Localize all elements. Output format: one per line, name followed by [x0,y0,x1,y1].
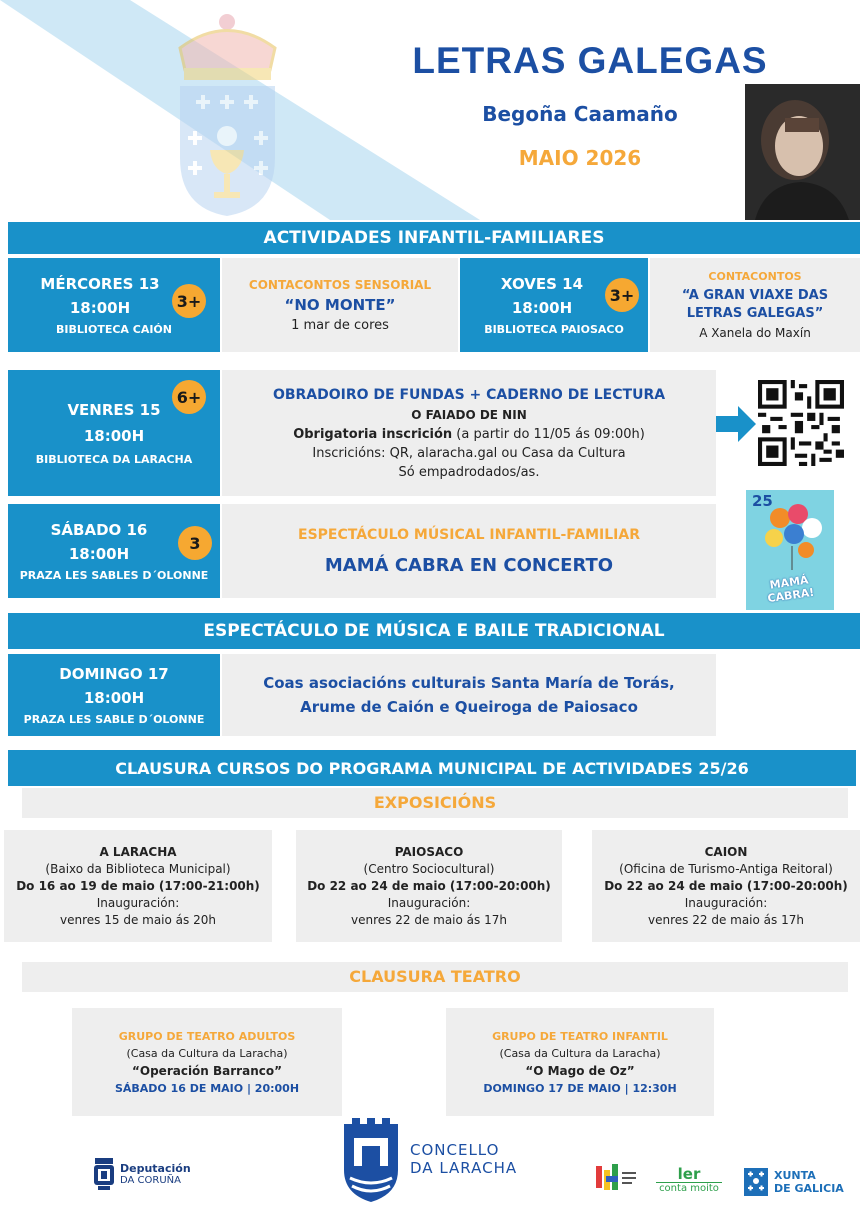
event-day: VENRES 15 [67,400,161,419]
theatre-venue: (Casa da Cultura da Laracha) [499,1046,661,1060]
section-title-music: ESPECTÁCULO DE MÚSICA E BAILE TRADICIONAL [8,613,860,649]
event-detail: Coas asociacións culturais Santa María de Torás, [263,674,675,692]
event-detail: 1 mar de cores [291,317,389,333]
exhibition-card [592,830,860,942]
theatre-play: “Operación Barranco” [132,1063,282,1078]
event-kind: CONTACONTOS SENSORIAL [248,277,432,292]
theatre-title: CLAUSURA TEATRO [22,962,848,992]
event-title: “A GRAN VIAXE DAS LETRAS GALEGAS” [681,287,829,321]
event-day: MÉRCORES 13 [40,274,160,293]
event-date-box [8,258,220,352]
event-time: 18:00H [83,688,145,707]
xunta-emblem-icon [744,1168,768,1196]
event-place: BIBLIOTECA CAIÓN [56,322,172,336]
deputacion-emblem-icon [92,1156,116,1192]
event-day: XOVES 14 [500,274,584,293]
event-place: BIBLIOTECA PAIOSACO [484,322,624,336]
event-info [222,370,716,496]
event-date-box [460,258,648,352]
ler-conta-moito-logo[interactable] [656,1166,722,1198]
event-detail: Inscricións: QR, alaracha.gal ou Casa da Cultura [312,445,626,461]
ler-wordmark: ler [677,1165,701,1183]
exhibition-place: PAIOSACO [394,845,464,859]
poster-title: MAMÁ CABRA! [766,573,816,606]
exhibition-venue: (Baixo da Biblioteca Municipal) [45,862,231,876]
poster-number: 25 [752,492,773,510]
exhibition-venue: (Oficina de Turismo-Antiga Reitoral) [619,862,833,876]
event-time: 18:00H [69,298,131,317]
qr-code[interactable] [758,380,844,466]
exhibition-place: CAION [704,845,748,859]
age-badge: 6+ [172,380,206,414]
inauguration-date: venres 22 de maio ás 17h [648,913,804,927]
event-date-box [8,504,220,598]
inauguration-label: Inauguración: [387,896,471,910]
xunta-subtitle: DE GALICIA [774,1182,844,1195]
exhibitions-title: EXPOSICIÓNS [22,788,848,818]
exhibition-dates: Do 16 ao 19 de maio (17:00-21:00h) [16,879,260,893]
requirement-label: Obrigatoria inscrición [293,426,453,442]
event-time: 18:00H [511,298,573,317]
age-badge: 3+ [605,278,639,312]
event-place: PRAZA LES SABLE D´OLONNE [23,712,205,726]
exhibition-dates: Do 22 ao 24 de maio (17:00-20:00h) [604,879,848,893]
inauguration-date: venres 22 de maio ás 17h [351,913,507,927]
requirement-date: (a partir do 11/05 ás 09:00h) [452,426,645,442]
event-date-box [8,370,220,496]
inauguration-label: Inauguración: [96,896,180,910]
exhibition-dates: Do 22 ao 24 de maio (17:00-20:00h) [307,879,551,893]
event-info [650,258,860,352]
ler-tagline: conta moito [656,1182,722,1194]
event-info [222,654,716,736]
deputacion-name: Deputación [120,1162,191,1175]
event-title: OBRADOIRO DE FUNDAS + CADERNO DE LECTURA [272,386,666,403]
theatre-datetime: DOMINGO 17 DE MAIO | 12:30H [483,1081,677,1095]
event-title: “NO MONTE” [284,295,396,314]
xunta-name: XUNTA [774,1169,816,1182]
honoree-name: Begoña Caamaño [482,102,678,126]
event-info [222,504,716,598]
event-organizer: O FAIADO DE NIN [411,407,527,422]
concello-logo[interactable] [340,1114,530,1204]
event-kind: CONTACONTOS [708,269,802,283]
event-time: 18:00H [68,544,130,563]
event-date-box [8,654,220,736]
libraries-network-logo-icon[interactable] [594,1162,638,1194]
xunta-logo[interactable] [744,1166,854,1198]
deputacion-logo[interactable] [92,1152,202,1196]
exhibition-venue: (Centro Sociocultural) [363,862,495,876]
event-place: BIBLIOTECA DA LARACHA [35,452,193,466]
page-title: LETRAS GALEGAS [412,40,768,81]
inauguration-label: Inauguración: [684,896,768,910]
theatre-card [446,1008,714,1116]
event-info [222,258,458,352]
balloons-icon [754,500,830,570]
arrow-right-icon [716,404,756,444]
exhibition-card [4,830,272,942]
event-place: PRAZA LES SABLES D´OLONNE [19,568,209,582]
event-detail: Só empadrodados/as. [398,464,540,480]
event-poster [746,490,834,610]
event-kind: ESPECTÁCULO MÚSICAL INFANTIL-FAMILIAR [298,526,640,543]
theatre-venue: (Casa da Cultura da Laracha) [126,1046,288,1060]
theatre-play: “O Mago de Oz” [525,1063,635,1078]
age-badge: 3+ [172,284,206,318]
event-day: SÁBADO 16 [50,520,148,539]
event-month: MAIO 2026 [518,146,642,170]
event-title: MAMÁ CABRA EN CONCERTO [324,554,614,576]
section-title-activities: ACTIVIDADES INFANTIL-FAMILIARES [8,222,860,254]
exhibition-place: A LARACHA [99,845,177,859]
galicia-coat-of-arms-icon [170,8,285,218]
theatre-group: GRUPO DE TEATRO ADULTOS [118,1029,296,1043]
author-portrait [745,84,860,220]
inauguration-date: venres 15 de maio ás 20h [60,913,216,927]
event-detail: Arume de Caión e Queiroga de Paiosaco [300,698,638,716]
theatre-group: GRUPO DE TEATRO INFANTIL [492,1029,668,1043]
deputacion-subtitle: DA CORUÑA [120,1175,181,1186]
section-title-closing: CLAUSURA CURSOS DO PROGRAMA MUNICIPAL DE ACTIVIDADES 25/26 [8,750,856,786]
event-day: DOMINGO 17 [59,664,169,683]
theatre-datetime: SÁBADO 16 DE MAIO | 20:00H [114,1081,300,1095]
concello-castle-emblem-icon [340,1114,402,1204]
event-detail: A Xanela do Maxín [699,326,811,341]
event-requirement [293,427,645,442]
concello-name: CONCELLO [410,1141,500,1159]
exhibition-card [296,830,562,942]
theatre-card [72,1008,342,1116]
age-badge: 3 [178,526,212,560]
concello-place: DA LARACHA [410,1159,518,1177]
event-time: 18:00H [83,426,145,445]
